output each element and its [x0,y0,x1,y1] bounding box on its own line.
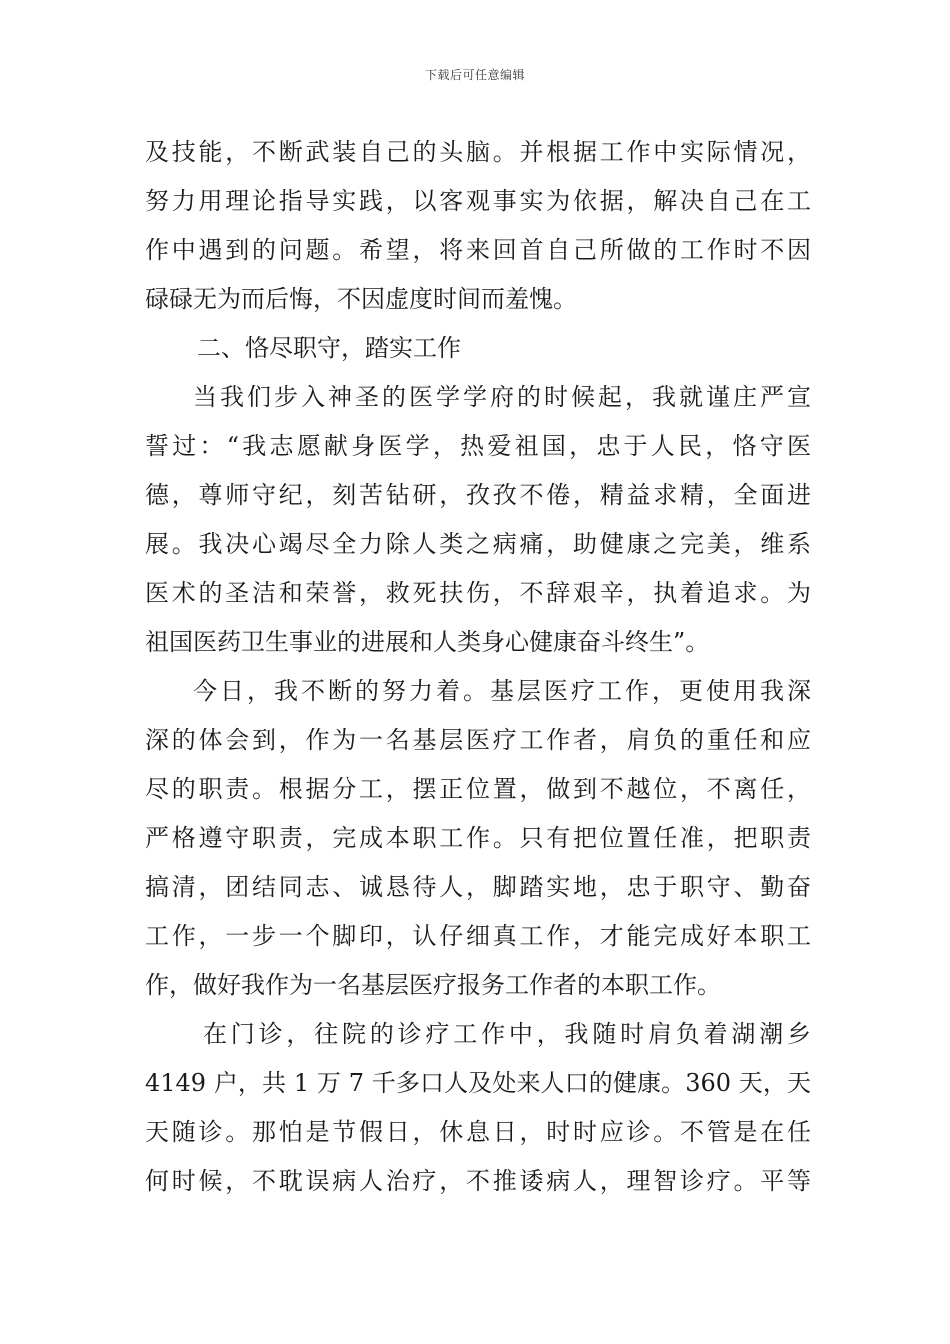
page-header: 下载后可任意编辑 [424,68,525,82]
text-line: 何时候，不耽误病人治疗，不推诿病人，理智诊疗。平等 [145,1167,811,1195]
section-heading: 二、恪尽职守，踏实工作 [197,334,461,362]
text-line: 努力用理论指导实践，以客观事实为依据，解决自己在工 [145,187,811,215]
text-line: 天随诊。那怕是节假日，休息日，时时应诊。不管是在任 [145,1118,811,1146]
text-line: 作中遇到的问题。希望，将来回首自己所做的工作时不因 [145,236,811,264]
text-line: 医术的圣洁和荣誉，救死扶伤，不辞艰辛，执着追求。为 [145,579,811,607]
text-line: 碌碌无为而后悔，不因虚度时间而羞愧。 [145,285,577,313]
text-line: 今日，我不断的努力着。基层医疗工作，更使用我深 [193,677,811,705]
text-line: 4149 户，共 1 万 7 千多口人及处来人口的健康。360 天，天 [145,1069,811,1097]
text-line: 作，做好我作为一名基层医疗报务工作者的本职工作。 [145,971,721,999]
document-body [145,128,811,1206]
text-line: 搞清，团结同志、诚恳待人，脚踏实地，忠于职守、勤奋 [145,873,811,901]
text-line: 在门诊，往院的诊疗工作中，我随时肩负着湖潮乡 [203,1020,811,1048]
text-line: 工作，一步一个脚印，认仔细真工作，才能完成好本职工 [145,922,811,950]
text-line: 及技能，不断武装自己的头脑。并根据工作中实际情况， [145,138,811,166]
text-line: 深的体会到，作为一名基层医疗工作者，肩负的重任和应 [145,726,811,754]
text-line: 尽的职责。根据分工，摆正位置，做到不越位，不离任， [145,775,811,803]
text-line: 德，尊师守纪，刻苦钻研，孜孜不倦，精益求精，全面进 [145,481,811,509]
text-line: 祖国医药卫生事业的进展和人类身心健康奋斗终生”。 [145,628,710,656]
text-line: 誓过：“我志愿献身医学，热爱祖国，忠于人民，恪守医 [145,432,811,460]
text-line: 严格遵守职责，完成本职工作。只有把位置任准，把职责 [145,824,811,852]
text-line: 当我们步入神圣的医学学府的时候起，我就谨庄严宣 [193,383,811,411]
text-line: 展。我决心竭尽全力除人类之病痛，助健康之完美，维系 [145,530,811,558]
